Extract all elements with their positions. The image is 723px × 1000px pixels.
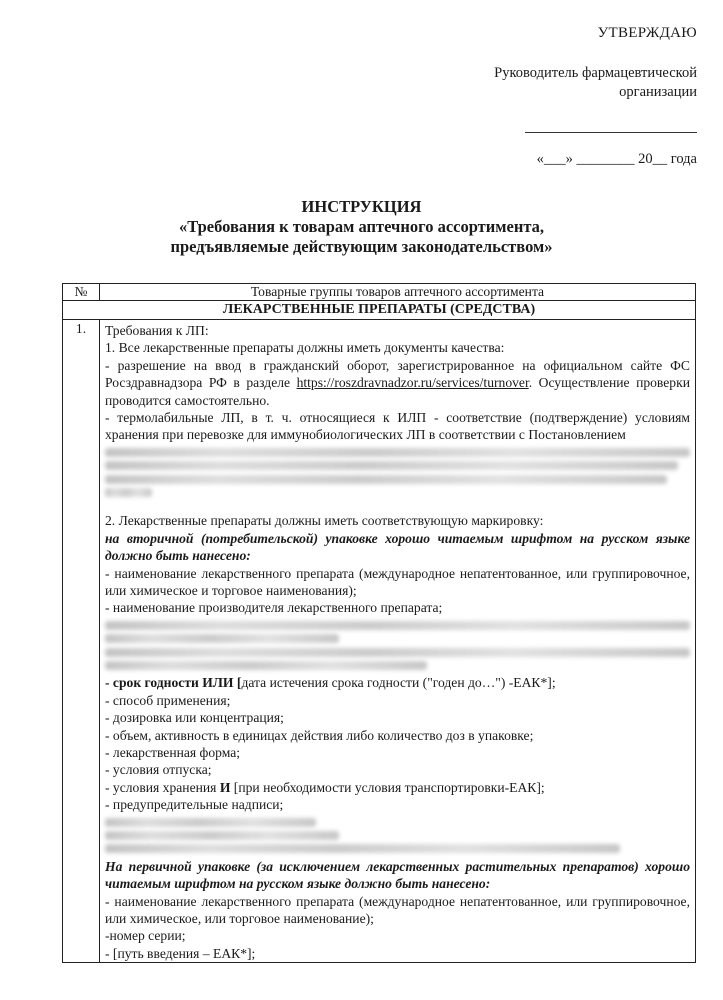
req-expiry-text: дата истечения срока годности ("годен до…") -ЕАК*]; bbox=[241, 675, 556, 691]
req-warnings: - предупредительные надписи; bbox=[105, 797, 284, 813]
approver-title bbox=[494, 64, 697, 102]
req-permit bbox=[105, 357, 690, 409]
approver-title-line2: организации bbox=[619, 84, 697, 100]
req-secondary-package: на вторичной (потребительской) упаковке хорошо читаемым шрифтом на русском языке должно быть нанесено: bbox=[105, 530, 690, 564]
req-storage-text-end: [при необходимости условия транспортировки-ЕАК]; bbox=[230, 779, 545, 795]
blurred-text-line bbox=[105, 831, 339, 840]
req-list-item: - дозировка или концентрация; bbox=[105, 710, 284, 726]
req-list-item: - условия отпуска; bbox=[105, 762, 212, 778]
approver-title-line1: Руководитель фармацевтической bbox=[494, 65, 697, 81]
column-header-groups: Товарные группы товаров аптечного ассортимента bbox=[100, 284, 696, 301]
requirements-table bbox=[62, 283, 696, 963]
req-primary-drug-name: - наименование лекарственного препарата (международное непатентованное, или группировочное, или химическое, или торговое наименование); bbox=[105, 893, 690, 927]
req-list-item: - способ применения; bbox=[105, 692, 231, 708]
spacer bbox=[105, 501, 690, 512]
req-permit-text: - разрешение на ввод в гражданский оборот, зарегистрированное на официальном сайте ФС Росздравнадзора РФ в разделе bbox=[105, 357, 690, 391]
signature-line bbox=[525, 132, 697, 133]
title-line1: ИНСТРУКЦИЯ bbox=[301, 197, 422, 216]
req-list-item: - лекарственная форма; bbox=[105, 745, 241, 761]
req-drug-name: - наименование лекарственного препарата (международное непатентованное, или группировочное, или химическое и торговое наименования); bbox=[105, 565, 690, 599]
section-title: ЛЕКАРСТВЕННЫЕ ПРЕПАРАТЫ (СРЕДСТВА) bbox=[63, 301, 696, 320]
req-list-item: - объем, активность в единицах действия либо количество доз в упаковке; bbox=[105, 727, 534, 743]
req-expiry-bold: - срок годности ИЛИ [ bbox=[105, 675, 242, 691]
blurred-text-line bbox=[105, 634, 339, 643]
req-route: - [путь введения – ЕАК*]; bbox=[105, 945, 256, 961]
table-header-row bbox=[63, 284, 696, 301]
requirements-cell bbox=[100, 320, 696, 963]
title-line2: «Требования к товарам аптечного ассортимента, bbox=[178, 217, 545, 236]
column-header-number: № bbox=[63, 284, 100, 301]
blurred-text-line bbox=[105, 648, 690, 657]
blurred-text-line bbox=[105, 488, 152, 497]
req-item-1: 1. Все лекарственные препараты должны иметь документы качества: bbox=[105, 340, 505, 356]
blurred-text-line bbox=[105, 621, 690, 630]
approval-date: «___» ________ 20__ года bbox=[536, 151, 697, 167]
title-line3: предъявляемые действующим законодательством» bbox=[170, 237, 553, 256]
row-number: 1. bbox=[63, 320, 100, 963]
section-row bbox=[63, 301, 696, 320]
document-title bbox=[0, 197, 723, 257]
blurred-text-line bbox=[105, 661, 427, 670]
blurred-text-line bbox=[105, 818, 316, 827]
blurred-text-line bbox=[105, 475, 667, 484]
req-intro: Требования к ЛП: bbox=[105, 323, 209, 338]
table-row bbox=[63, 320, 696, 963]
blurred-text-line bbox=[105, 448, 690, 457]
roszdravnadzor-link[interactable]: https://roszdravnadzor.ru/services/turnover bbox=[296, 375, 529, 391]
blurred-text-line bbox=[105, 844, 620, 853]
req-storage bbox=[105, 779, 690, 796]
req-permit-text-end: . Осуществление проверки проводится самостоятельно. bbox=[105, 375, 690, 408]
req-storage-text: - условия хранения bbox=[105, 779, 220, 795]
req-thermolabile: - термолабильные ЛП, в т. ч. относящиеся к ИЛП - соответствие (подтверждение) условиям хранения при перевозке для иммунобиологических ЛП в соответствии с Постановлением bbox=[105, 410, 690, 443]
req-storage-and: И bbox=[219, 779, 231, 795]
req-item-2: 2. Лекарственные препараты должны иметь соответствующую маркировку: bbox=[105, 513, 544, 529]
approval-stamp-label: УТВЕРЖДАЮ bbox=[597, 25, 697, 41]
req-expiry bbox=[105, 674, 690, 691]
blurred-text-line bbox=[105, 461, 678, 470]
req-manufacturer: - наименование производителя лекарственного препарата; bbox=[105, 600, 443, 616]
req-primary-package: На первичной упаковке (за исключением лекарственных растительных препаратов) хорошо читаемым шрифтом на русском языке должно быть нанесено: bbox=[105, 858, 690, 892]
req-batch-number: -номер серии; bbox=[105, 928, 186, 944]
